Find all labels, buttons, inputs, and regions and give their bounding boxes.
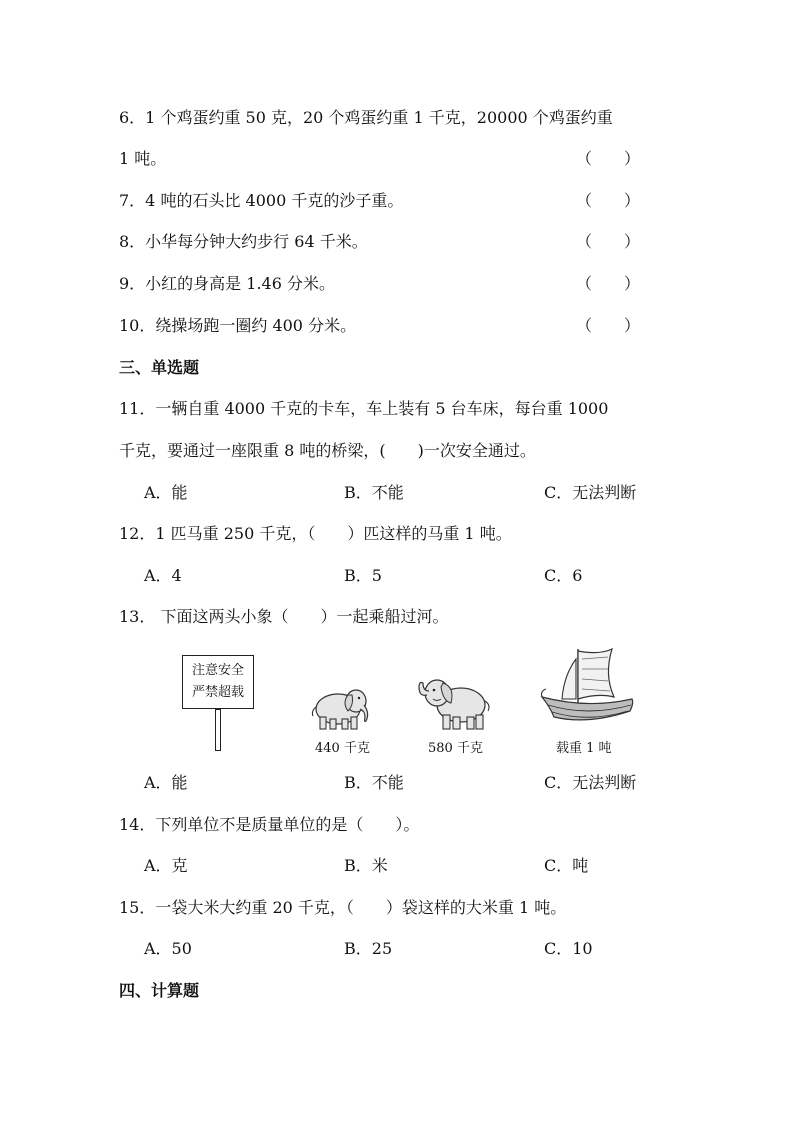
sign-line-1: 注意安全 <box>191 663 244 678</box>
question-14-option-c[interactable]: C．吨 <box>544 856 589 875</box>
question-6-answer-paren[interactable]: （ ） <box>576 149 641 168</box>
section-title-single-choice: 三、单选题 <box>119 358 200 377</box>
question-14: 14．下列单位不是质量单位的是（ ）。 <box>119 815 420 834</box>
question-8: 8．小华每分钟大约步行 64 千米。 <box>119 232 368 251</box>
question-13-option-c[interactable]: C．无法判断 <box>544 773 637 792</box>
boat-capacity-label: 载重 1 吨 <box>556 741 612 756</box>
question-10-answer-paren[interactable]: （ ） <box>576 316 641 335</box>
warning-sign <box>182 655 254 709</box>
elephant-large-icon <box>415 673 495 731</box>
question-14-option-a[interactable]: A．克 <box>144 856 188 875</box>
question-11-option-a[interactable]: A．能 <box>144 483 188 502</box>
elephant-small-icon <box>308 683 374 731</box>
question-11-line2: 千克，要通过一座限重 8 吨的桥梁，( )一次安全通过。 <box>119 441 536 460</box>
question-13: 13． 下面这两头小象（ ）一起乘船过河。 <box>119 607 449 626</box>
sign-line-2: 严禁超载 <box>191 685 244 700</box>
question-12-option-c[interactable]: C．6 <box>544 566 583 585</box>
question-9-answer-paren[interactable]: （ ） <box>576 274 641 293</box>
sign-post <box>215 709 221 751</box>
elephant-1-weight-label: 440 千克 <box>315 741 370 756</box>
question-7-answer-paren[interactable]: （ ） <box>576 191 641 210</box>
question-7: 7．4 吨的石头比 4000 千克的沙子重。 <box>119 191 404 210</box>
question-15-option-a[interactable]: A．50 <box>144 939 192 958</box>
question-8-answer-paren[interactable]: （ ） <box>576 232 641 251</box>
question-15-option-c[interactable]: C．10 <box>544 939 593 958</box>
question-9: 9．小红的身高是 1.46 分米。 <box>119 274 335 293</box>
sailboat-icon <box>538 645 636 737</box>
question-12-option-a[interactable]: A．4 <box>144 566 182 585</box>
question-11-option-c[interactable]: C．无法判断 <box>544 483 637 502</box>
question-15-option-b[interactable]: B．25 <box>344 939 393 958</box>
question-11-line1: 11．一辆自重 4000 千克的卡车，车上装有 5 台车床，每台重 1000 <box>119 399 609 418</box>
question-13-option-b[interactable]: B．不能 <box>344 773 404 792</box>
question-13-option-a[interactable]: A．能 <box>144 773 188 792</box>
section-title-calculation: 四、计算题 <box>119 981 200 1000</box>
question-6-line1: 6．1 个鸡蛋约重 50 克，20 个鸡蛋约重 1 千克，20000 个鸡蛋约重 <box>119 108 613 127</box>
question-10: 10．绕操场跑一圈约 400 分米。 <box>119 316 357 335</box>
question-11-option-b[interactable]: B．不能 <box>344 483 404 502</box>
question-13-illustration <box>170 645 640 760</box>
question-14-option-b[interactable]: B．米 <box>344 856 388 875</box>
question-12: 12．1 匹马重 250 千克，（ ）匹这样的马重 1 吨。 <box>119 524 512 543</box>
question-15: 15．一袋大米大约重 20 千克，（ ）袋这样的大米重 1 吨。 <box>119 898 567 917</box>
question-12-option-b[interactable]: B．5 <box>344 566 382 585</box>
elephant-2-weight-label: 580 千克 <box>428 741 483 756</box>
question-6-line2: 1 吨。 <box>119 149 167 168</box>
